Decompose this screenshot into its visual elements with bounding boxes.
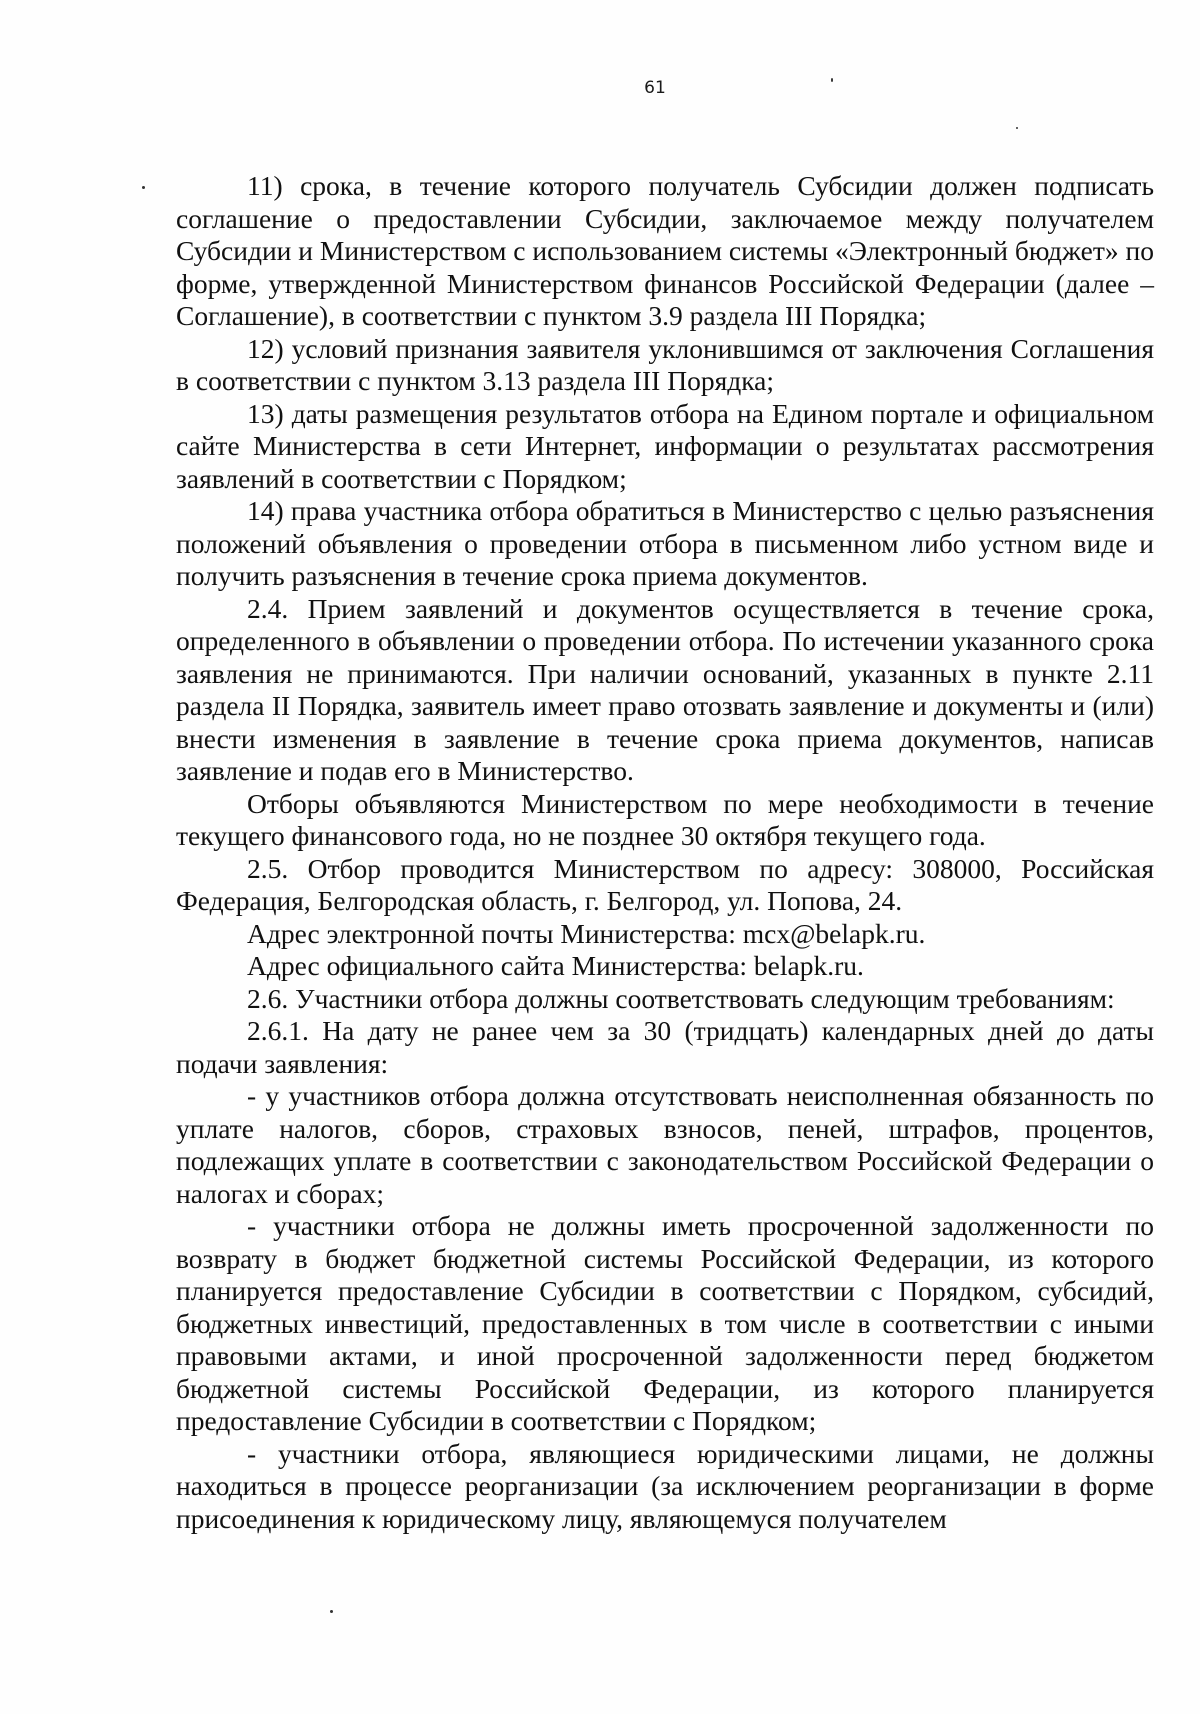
page-number: 61 [644, 78, 666, 98]
paragraph-email: Адрес электронной почты Министерства: mcx@belapk.ru. [247, 917, 926, 949]
paragraph-2-4: 2.4. Прием заявлений и документов осуществляется в течение срока, определенного в объявлении о проведении отбора. По истечении указанного срока заявления не принимаются. При наличии оснований, указанных в пункте 2.11 раздела II Порядка, заявитель имеет право отозвать заявление и документы и (или) внести изменения в заявление в течение срока приема документов, написав заявление и подав его в Министерство. [176, 592, 1154, 786]
paragraph-2-6-1: 2.6.1. На дату не ранее чем за 30 (тридцать) календарных дней до даты подачи заявления: [176, 1015, 1154, 1079]
paragraph-2-6: 2.6. Участники отбора должны соответствовать следующим требованиям: [247, 982, 1115, 1014]
paragraph-selection-timing: Отборы объявляются Министерством по мере необходимости в течение текущего финансового года, но не позднее 30 октября текущего года. [176, 787, 1154, 851]
paragraph-requirement-debt: - участники отбора не должны иметь просроченной задолженности по возврату в бюджет бюджетной системы Российской Федерации, из которого планируется предоставление Субсидии в соответствии с Порядком, субсидий, бюджетных инвестиций, предоставленных в том числе в соответствии с иными правовыми актами, и иной просроченной задолженности перед бюджетом бюджетной системы Российской Федерации, из которого планируется предоставление Субсидии в соответствии с Порядком; [176, 1210, 1154, 1436]
scan-speck [831, 78, 833, 82]
paragraph-requirement-taxes: - у участников отбора должна отсутствовать неисполненная обязанность по уплате налогов, сборов, страховых взносов, пеней, штрафов, процентов, подлежащих уплате в соответствии с законодательством Российской Федерации о налогах и сборах; [176, 1080, 1154, 1209]
paragraph-website: Адрес официального сайта Министерства: belapk.ru. [247, 950, 864, 981]
paragraph-2-5: 2.5. Отбор проводится Министерством по адресу: 308000, Российская Федерация, Белгородская область, г. Белгород, ул. Попова, 24. [176, 852, 1154, 916]
paragraph-item-11: 11) срока, в течение которого получатель Субсидии должен подписать соглашение о предоставлении Субсидии, заключаемое между получателем Субсидии и Министерством с использованием системы «Электронный бюджет» по форме, утвержденной Министерством финансов Российской Федерации (далее – Соглашение), в соответствии с пунктом 3.9 раздела III Порядка; [176, 170, 1154, 331]
scan-speck [1016, 127, 1018, 129]
paragraph-item-13: 13) даты размещения результатов отбора на Едином портале и официальном сайте Министерства в сети Интернет, информации о результатах рассмотрения заявлений в соответствии с Порядком; [176, 397, 1154, 494]
paragraph-item-12: 12) условий признания заявителя уклонившимся от заключения Соглашения в соответствии с пунктом 3.13 раздела III Порядка; [176, 332, 1154, 396]
document-body [176, 170, 1154, 1535]
scan-speck [142, 186, 145, 189]
paragraph-requirement-reorganization: - участники отбора, являющиеся юридическими лицами, не должны находиться в процессе реорганизации (за исключением реорганизации в форме присоединения к юридическому лицу, являющемуся получателем [176, 1437, 1154, 1534]
scan-speck [330, 1610, 333, 1613]
paragraph-item-14: 14) права участника отбора обратиться в Министерство с целью разъяснения положений объявления о проведении отбора в письменном либо устном виде и получить разъяснения в течение срока приема документов. [176, 495, 1154, 591]
